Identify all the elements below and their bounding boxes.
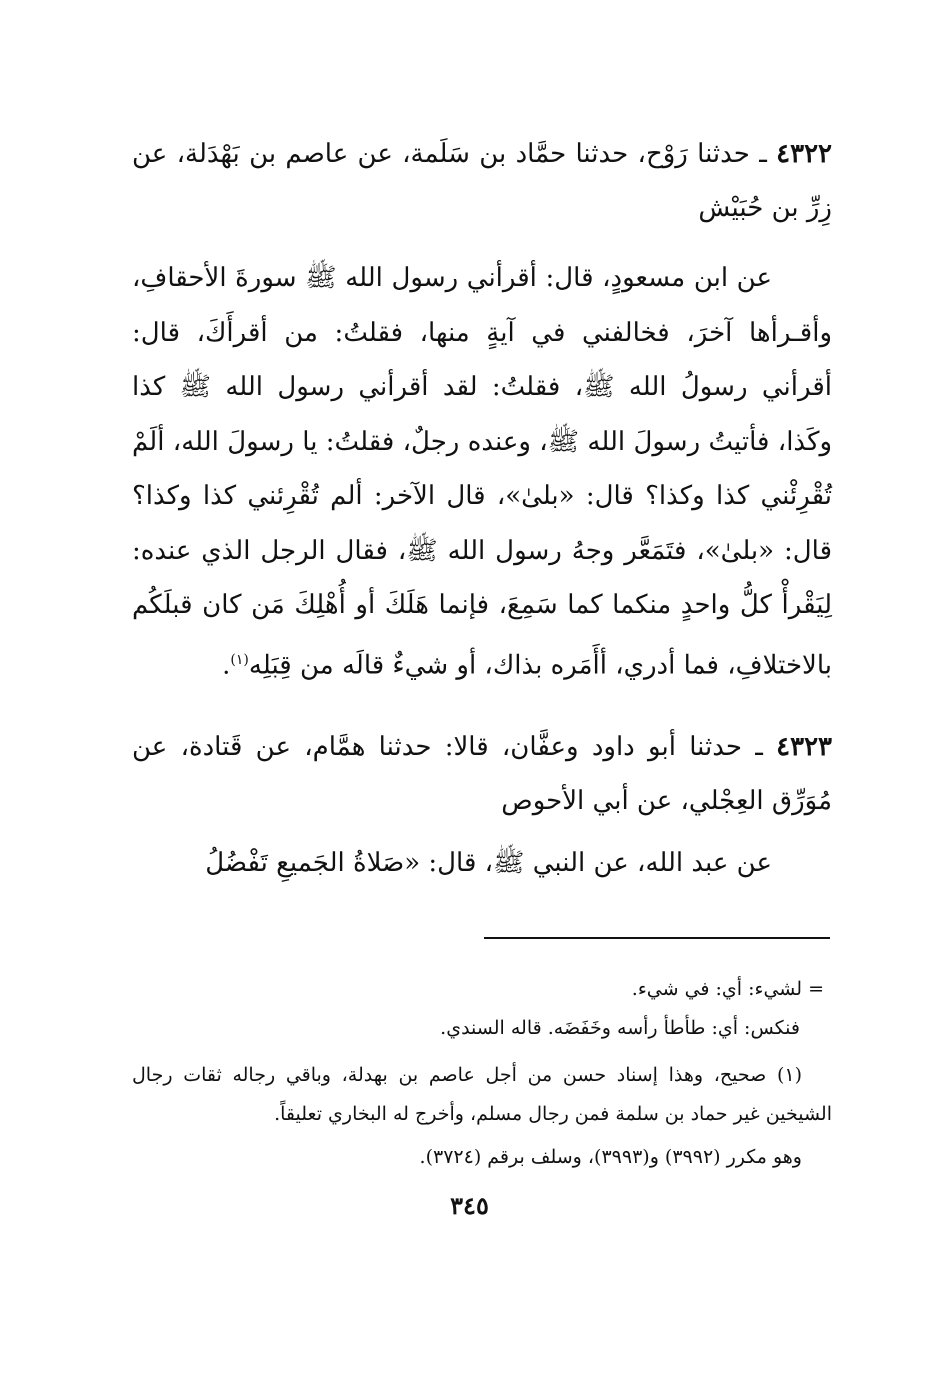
hadith-4322-chain (132, 127, 832, 235)
footnote-separator (484, 937, 830, 939)
isnad-text: ـ حدثنا رَوْح، حدثنا حمَّاد بن سَلَمة، عن عاصم بن بَهْدَلة، عن زِرِّ بن حُبَيْش (132, 139, 832, 223)
isnad-text: ـ حدثنا أبو داود وعفَّان، قالا: حدثنا همَّام، عن قَتادة، عن مُوَرِّق العِجْلي، عن أبي الأحوص (132, 732, 832, 816)
page-number: ٣٤٥ (450, 1191, 489, 1220)
hadith-number: ٤٣٢٢ (776, 139, 833, 169)
footnote-carry-line: = لشيء: أي: في شيء. (631, 978, 824, 1000)
hadith-number: ٤٣٢٣ (776, 732, 832, 762)
footnote-carry-line: فنكس: أي: طأطأ رأسه وخَفَضَه. قاله السندي. (440, 1017, 800, 1039)
footnotes (132, 970, 832, 1177)
hadith-4322 (132, 127, 832, 693)
footnote-1: (١) صحيح، وهذا إسناد حسن من أجل عاصم بن بهدلة، وباقي رجاله ثقات رجال الشيخين غير حماد بن سلمة فمن رجال مسلم، وأخرج له البخاري تعليقاً. (132, 1064, 832, 1125)
hadith-4323-chain (132, 720, 832, 828)
hadith-4323-body (132, 836, 832, 891)
hadith-4322-body (132, 251, 832, 693)
hadith-4323 (132, 720, 832, 891)
footnote-marker: (١) (230, 651, 249, 668)
sentence-end: . (222, 650, 231, 681)
matn-text: عن ابن مسعودٍ، قال: أقرأني رسول الله ﷺ سورةَ الأحقافِ، وأقـرأها آخرَ، فخالفني في آيةٍ منها، فقلتُ: من أقرأَكَ، قال: أقرأني رسولُ الله ﷺ، فقلتُ: لقد أقرأني رسول الله ﷺ كذا وكَذا، فأتيتُ رسولَ الله ﷺ، وعنده رجلٌ، فقلتُ: يا رسولَ الله، ألَمْ تُقْرِئْني كذا وكذا؟ قال: «بلىٰ»، قال الآخر: ألم تُقْرِئني كذا وكذا؟ قال: «بلىٰ»، فتَمَعَّر وجهُ رسول الله ﷺ، فقال الرجل الذي عنده: لِيَقْرأْ كلُّ واحدٍ منكما كما سَمِعَ، فإنما هَلَكَ أو أُهْلِكَ مَن كان قبلَكُم بالاختلافِ، فما أدري، أأَمَره بذاك، أو شيءٌ قالَه من قِبَلِه (132, 263, 832, 681)
footnote-1-continued: وهو مكرر (٣٩٩٢) و(٣٩٩٣)، وسلف برقم (٣٧٢٤). (419, 1146, 802, 1168)
matn-text: عن عبد الله، عن النبي ﷺ، قال: «صَلاةُ الجَميعِ تَفْضُلُ (205, 848, 772, 878)
